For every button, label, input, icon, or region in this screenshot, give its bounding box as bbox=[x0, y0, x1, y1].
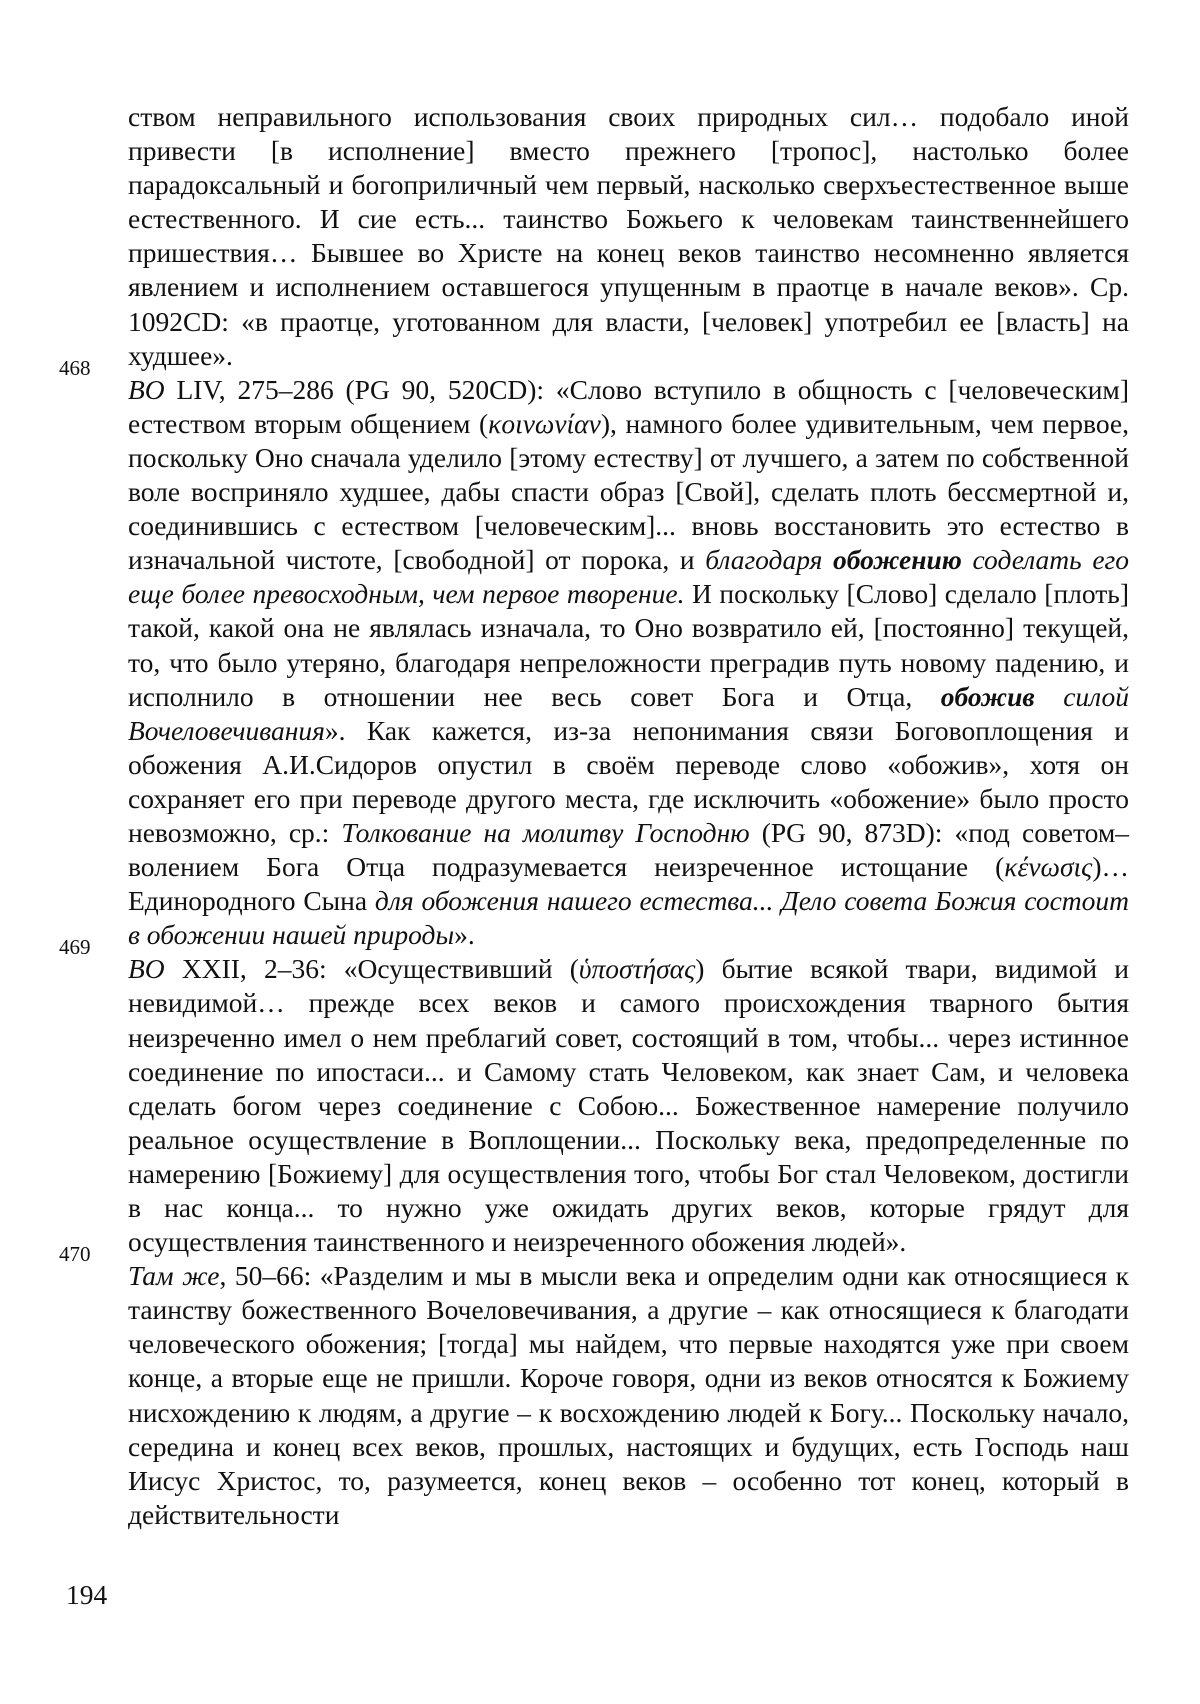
footnote-469: 469 BO XXII, 2–36: «Осуществивший (ὑποστήσας) бытие всякой твари, видимой и невидимой… прежде всех веков и самого происхождения тварного бытия неизреченно имел о нем преблагий совет, состоящий в том, чтобы... через истинное соединение по ипостаси... и Самому стать Человеком, как знает Сам, и человека сделать богом через соединение с Собою... Божественное намерение получило реальное осуществление в Воплощении... Поскольку века, предопределенные по намерению [Божиему] для осуществления того, чтобы Бог стал Человеком, достигли в нас конца... то нужно уже ожидать других веков, которые грядут для осуществления таинственного и неизреченного обожения людей». bbox=[59, 935, 1130, 1258]
footnotes-block bbox=[59, 100, 1130, 1532]
emphasis: обожив bbox=[940, 680, 1035, 712]
work-title: Толкование на молитву Господню bbox=[341, 816, 750, 848]
footnote-number: 469 bbox=[59, 935, 91, 960]
greek-term: κένωσις bbox=[1004, 851, 1093, 883]
footnote-470: 470 Там же, 50–66: «Разделим и мы в мысли века и определим одни как относящиеся к таинству божественного Вочеловечивания, а другие – как относящиеся к благодати человеческого обожения; [тогда] мы найдем, что первые находятся уже при своем конце, а вторые еще не пришли. Короче говоря, одни из веков относятся к Божиему нисхождению к людям, а другие – к восхождению людей к Богу... Поскольку начало, середина и конец всех веков, прошлых, настоящих и будущих, есть Господь наш Иисус Христос, то, разумеется, конец веков – особенно тот конец, который в действительности bbox=[59, 1242, 1129, 1530]
source-ref: Там же bbox=[128, 1260, 220, 1292]
greek-term: ὑποστήσας bbox=[578, 953, 696, 985]
footnote-number: 468 bbox=[59, 355, 91, 380]
source-ref: BO bbox=[128, 373, 165, 405]
emphasis: обожению bbox=[833, 544, 962, 576]
greek-term: κοινωνίαν bbox=[488, 407, 601, 439]
source-ref: BO bbox=[128, 953, 165, 985]
footnote-468: 468 BO LIV, 275–286 (PG 90, 520CD): «Слово вступило в общность с [человеческим] естеством вторым общением (κοινωνίαν), намного более удивительным, чем первое, поскольку Оно сначала уделило [этому естеству] от лучшего, а затем по собственной воле восприняло худшее, дабы спасти образ [Свой], сделать плоть бессмертной и, соединившись с естеством [человеческим]... вновь восстановить это естество в изначальной чистоте, [свободной] от порока, и благодаря обожению соделать его еще более превосходным, чем первое творение. И поскольку [Слово] сделало [плоть] такой, какой она не являлась изначала, то Оно возвратило ей, [постоянно] текущей, то, что было утеряно, благодаря непреложности преградив путь новому падению, и исполнило в отношении нее весь совет Бога и Отца, обожив силой Вочеловечивания». Как кажется, из-за непонимания связи Боговоплощения и обожения А.И.Сидоров опустил в своём переводе слово «обожив», хотя он сохраняет его при переводе другого места, где исключить «обожение» было просто невозможно, ср.: Толкование на молитву Господню (PG 90, 873D): «под советом–волением Бога Отца подразумевается неизреченное истощание (κένωσις)… Единородного Сына для обожения нашего естества... Дело совета Божия состоит в обожении нашей природы». bbox=[59, 355, 1130, 951]
page-number: 194 bbox=[66, 1579, 108, 1610]
footnote-number: 470 bbox=[59, 1242, 91, 1267]
continued-note-text: ством неправильного использования своих природных сил… подобало иной привести [в исполнение] вместо прежнего [тропос], настолько более парадоксальный и богоприличный чем первый, насколько сверхъестественное выше естественного. И сие есть... таинство Божьего к человекам таинственнейшего пришествия… Бывшее во Христе на конец веков таинство несомненно является явлением и исполнением оставшегося упущенным в праотце в начале веков». Ср. 1092CD: «в праотце, уготованном для власти, [человек] употребил ее [власть] на худшее». bbox=[128, 101, 1129, 371]
